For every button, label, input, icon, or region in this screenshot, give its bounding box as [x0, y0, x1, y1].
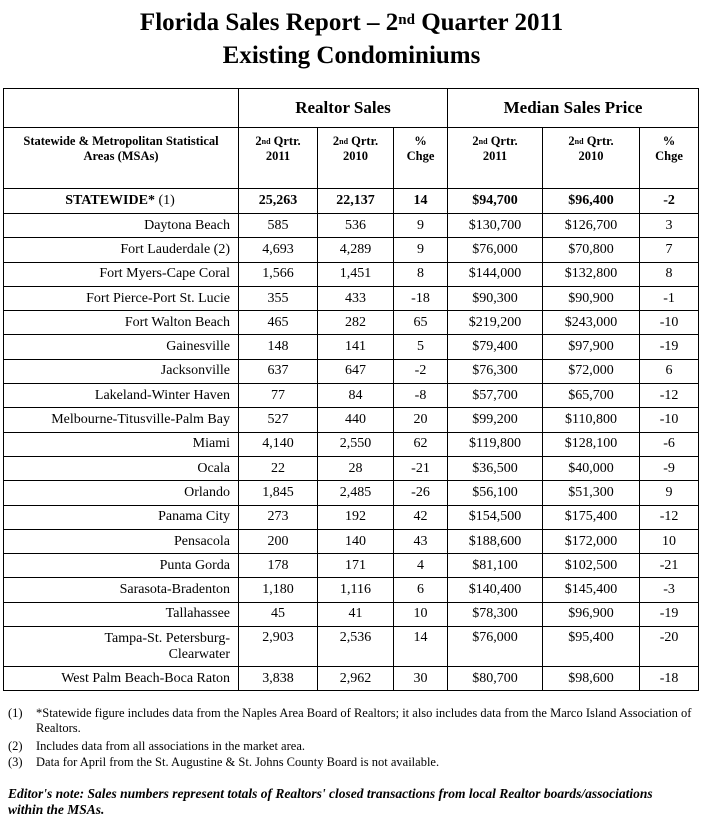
- cell-sales-chg: 30: [394, 667, 448, 691]
- col-sales-2010: 2nd Qrtr. 2010: [318, 128, 394, 189]
- cell-price-chg: 8: [640, 262, 699, 286]
- cell-price-2010: $172,000: [543, 529, 640, 553]
- cell-area: West Palm Beach-Boca Raton: [4, 667, 239, 691]
- table-row: [4, 602, 699, 626]
- cell-sales-2010: 282: [318, 311, 394, 335]
- cell-price-2011: $81,100: [448, 554, 543, 578]
- cell-area: Sarasota-Bradenton: [4, 578, 239, 602]
- cell-sales-chg: -26: [394, 481, 448, 505]
- cell-sales-2010: 41: [318, 602, 394, 626]
- cell-price-chg: 3: [640, 214, 699, 238]
- cell-price-chg: 7: [640, 238, 699, 262]
- cell-sales-2011: 22: [239, 456, 318, 480]
- cell-sales-chg: -8: [394, 384, 448, 408]
- cell-price-2011: $219,200: [448, 311, 543, 335]
- cell-price-2010: $72,000: [543, 359, 640, 383]
- cell-area: Orlando: [4, 481, 239, 505]
- cell-price-2010: $95,400: [543, 627, 640, 667]
- cell-price-2011: $90,300: [448, 286, 543, 310]
- cell-area: Punta Gorda: [4, 554, 239, 578]
- cell-price-chg: -6: [640, 432, 699, 456]
- cell-price-2011: $76,000: [448, 627, 543, 667]
- cell-sales-2010: 2,550: [318, 432, 394, 456]
- col-sales-2011: 2nd Qrtr. 2011: [239, 128, 318, 189]
- cell-sales-2010: 84: [318, 384, 394, 408]
- cell-sales-chg: 8: [394, 262, 448, 286]
- cell-sales-2010: 2,962: [318, 667, 394, 691]
- cell-sales-chg: 42: [394, 505, 448, 529]
- cell-sales-2010: 4,289: [318, 238, 394, 262]
- cell-sales-chg: 65: [394, 311, 448, 335]
- cell-price-2010: $102,500: [543, 554, 640, 578]
- table-row: [4, 481, 699, 505]
- editor-note: Editor's note: Sales numbers represent totals of Realtors' closed transactions from local Realtor boards/associations within the MSAs.: [8, 786, 653, 817]
- cell-sales-2011: 1,180: [239, 578, 318, 602]
- cell-sales-chg: -2: [394, 359, 448, 383]
- cell-sales-2011: 1,845: [239, 481, 318, 505]
- cell-sales-2011: 25,263: [239, 189, 318, 214]
- cell-sales-2011: 178: [239, 554, 318, 578]
- cell-price-chg: -20: [640, 627, 699, 667]
- cell-area: Fort Myers-Cape Coral: [4, 262, 239, 286]
- table-row: [4, 384, 699, 408]
- footnote-number: (2): [8, 739, 23, 753]
- cell-price-2011: $140,400: [448, 578, 543, 602]
- cell-price-2010: $97,900: [543, 335, 640, 359]
- cell-sales-2010: 536: [318, 214, 394, 238]
- cell-price-chg: -3: [640, 578, 699, 602]
- cell-price-2010: $96,900: [543, 602, 640, 626]
- cell-sales-2010: 28: [318, 456, 394, 480]
- cell-price-2010: $175,400: [543, 505, 640, 529]
- cell-area: Jacksonville: [4, 359, 239, 383]
- cell-sales-chg: 62: [394, 432, 448, 456]
- cell-area: Fort Walton Beach: [4, 311, 239, 335]
- cell-area: Pensacola: [4, 529, 239, 553]
- cell-area: Tallahassee: [4, 602, 239, 626]
- cell-area: Fort Pierce-Port St. Lucie: [4, 286, 239, 310]
- cell-price-2011: $119,800: [448, 432, 543, 456]
- cell-sales-2011: 637: [239, 359, 318, 383]
- cell-sales-2010: 647: [318, 359, 394, 383]
- cell-price-chg: -19: [640, 602, 699, 626]
- cell-price-2011: $76,000: [448, 238, 543, 262]
- cell-area: Lakeland-Winter Haven: [4, 384, 239, 408]
- statewide-row: [4, 189, 699, 214]
- cell-price-2010: $128,100: [543, 432, 640, 456]
- cell-sales-chg: 5: [394, 335, 448, 359]
- cell-price-2010: $126,700: [543, 214, 640, 238]
- table-row: [4, 286, 699, 310]
- col-price-2011: 2nd Qrtr. 2011: [448, 128, 543, 189]
- cell-sales-2010: 1,116: [318, 578, 394, 602]
- col-area: Statewide & Metropolitan Statistical Areas (MSAs): [4, 128, 239, 189]
- cell-price-2011: $94,700: [448, 189, 543, 214]
- sales-table: [3, 88, 699, 691]
- cell-area: Fort Lauderdale (2): [4, 238, 239, 262]
- col-sales-chg: % Chge: [394, 128, 448, 189]
- cell-sales-chg: 9: [394, 214, 448, 238]
- cell-sales-2010: 22,137: [318, 189, 394, 214]
- cell-price-chg: 9: [640, 481, 699, 505]
- cell-sales-chg: 43: [394, 529, 448, 553]
- cell-price-chg: -9: [640, 456, 699, 480]
- cell-price-chg: -19: [640, 335, 699, 359]
- group-realtor-sales: Realtor Sales: [239, 89, 448, 128]
- cell-price-chg: -2: [640, 189, 699, 214]
- cell-price-chg: 6: [640, 359, 699, 383]
- cell-sales-2010: 171: [318, 554, 394, 578]
- table-row: [4, 214, 699, 238]
- cell-sales-2011: 355: [239, 286, 318, 310]
- cell-price-2010: $145,400: [543, 578, 640, 602]
- cell-price-2011: $57,700: [448, 384, 543, 408]
- cell-price-chg: 10: [640, 529, 699, 553]
- cell-sales-2011: 1,566: [239, 262, 318, 286]
- cell-sales-chg: 20: [394, 408, 448, 432]
- cell-sales-2011: 585: [239, 214, 318, 238]
- cell-price-2010: $96,400: [543, 189, 640, 214]
- cell-price-chg: -10: [640, 408, 699, 432]
- cell-sales-2011: 200: [239, 529, 318, 553]
- cell-area: Ocala: [4, 456, 239, 480]
- cell-price-2011: $78,300: [448, 602, 543, 626]
- footnote-text: Data for April from the St. Augustine & St. Johns County Board is not available.: [36, 755, 440, 769]
- group-median-price: Median Sales Price: [448, 89, 699, 128]
- cell-price-2011: $130,700: [448, 214, 543, 238]
- cell-sales-2011: 3,838: [239, 667, 318, 691]
- cell-price-2011: $36,500: [448, 456, 543, 480]
- cell-price-chg: -10: [640, 311, 699, 335]
- cell-sales-2010: 140: [318, 529, 394, 553]
- cell-area: Gainesville: [4, 335, 239, 359]
- cell-price-2010: $132,800: [543, 262, 640, 286]
- cell-price-chg: -18: [640, 667, 699, 691]
- cell-sales-2010: 2,485: [318, 481, 394, 505]
- cell-price-2010: $90,900: [543, 286, 640, 310]
- statewide-label: STATEWIDE* (1): [4, 189, 239, 214]
- cell-sales-chg: -21: [394, 456, 448, 480]
- cell-price-2010: $70,800: [543, 238, 640, 262]
- footnote-number: (1): [8, 706, 23, 720]
- cell-sales-2011: 465: [239, 311, 318, 335]
- cell-price-2010: $243,000: [543, 311, 640, 335]
- table-row: [4, 505, 699, 529]
- table-row: [4, 311, 699, 335]
- cell-sales-chg: 6: [394, 578, 448, 602]
- table-row: [4, 238, 699, 262]
- report-subtitle: Existing Condominiums: [222, 42, 481, 69]
- cell-sales-2011: 2,903: [239, 627, 318, 667]
- cell-price-2010: $65,700: [543, 384, 640, 408]
- cell-price-2011: $188,600: [448, 529, 543, 553]
- cell-sales-chg: -18: [394, 286, 448, 310]
- cell-price-2011: $56,100: [448, 481, 543, 505]
- cell-sales-2010: 192: [318, 505, 394, 529]
- table-row: [4, 456, 699, 480]
- cell-price-2011: $99,200: [448, 408, 543, 432]
- footnote-number: (3): [8, 755, 23, 769]
- report-title: Florida Sales Report – 2nd Quarter 2011: [139, 9, 564, 36]
- col-price-2010: 2nd Qrtr. 2010: [543, 128, 640, 189]
- cell-sales-2011: 4,693: [239, 238, 318, 262]
- cell-price-chg: -12: [640, 505, 699, 529]
- cell-price-2010: $51,300: [543, 481, 640, 505]
- cell-sales-2011: 273: [239, 505, 318, 529]
- footnote-text: *Statewide figure includes data from the Naples Area Board of Realtors; it also includes data from the Marco Island Association of Realtors.: [36, 706, 692, 735]
- table-row: [4, 262, 699, 286]
- table-row: [4, 359, 699, 383]
- cell-sales-2010: 440: [318, 408, 394, 432]
- cell-sales-chg: 9: [394, 238, 448, 262]
- cell-sales-2010: 2,536: [318, 627, 394, 667]
- cell-sales-2011: 4,140: [239, 432, 318, 456]
- cell-sales-2010: 1,451: [318, 262, 394, 286]
- table-row: [4, 335, 699, 359]
- cell-sales-2010: 141: [318, 335, 394, 359]
- footnote-text: Includes data from all associations in the market area.: [36, 739, 305, 753]
- cell-price-2011: $76,300: [448, 359, 543, 383]
- cell-sales-chg: 10: [394, 602, 448, 626]
- cell-sales-2011: 527: [239, 408, 318, 432]
- cell-price-chg: -1: [640, 286, 699, 310]
- table-row: [4, 667, 699, 691]
- cell-price-2011: $154,500: [448, 505, 543, 529]
- table-row: [4, 627, 699, 667]
- cell-sales-2011: 148: [239, 335, 318, 359]
- cell-price-chg: -21: [640, 554, 699, 578]
- table-row: [4, 432, 699, 456]
- cell-price-2011: $144,000: [448, 262, 543, 286]
- cell-price-2011: $80,700: [448, 667, 543, 691]
- table-row: [4, 408, 699, 432]
- cell-sales-chg: 14: [394, 627, 448, 667]
- table-row: [4, 578, 699, 602]
- cell-sales-2011: 77: [239, 384, 318, 408]
- cell-sales-2011: 45: [239, 602, 318, 626]
- cell-area: Daytona Beach: [4, 214, 239, 238]
- cell-price-chg: -12: [640, 384, 699, 408]
- cell-price-2010: $98,600: [543, 667, 640, 691]
- cell-sales-chg: 14: [394, 189, 448, 214]
- cell-price-2010: $110,800: [543, 408, 640, 432]
- cell-price-2010: $40,000: [543, 456, 640, 480]
- cell-area: Miami: [4, 432, 239, 456]
- cell-area: Tampa-St. Petersburg-Clearwater: [4, 627, 239, 667]
- table-row: [4, 554, 699, 578]
- table-row: [4, 529, 699, 553]
- cell-sales-2010: 433: [318, 286, 394, 310]
- cell-area: Melbourne-Titusville-Palm Bay: [4, 408, 239, 432]
- cell-area: Panama City: [4, 505, 239, 529]
- cell-price-2011: $79,400: [448, 335, 543, 359]
- cell-sales-chg: 4: [394, 554, 448, 578]
- col-price-chg: % Chge: [640, 128, 699, 189]
